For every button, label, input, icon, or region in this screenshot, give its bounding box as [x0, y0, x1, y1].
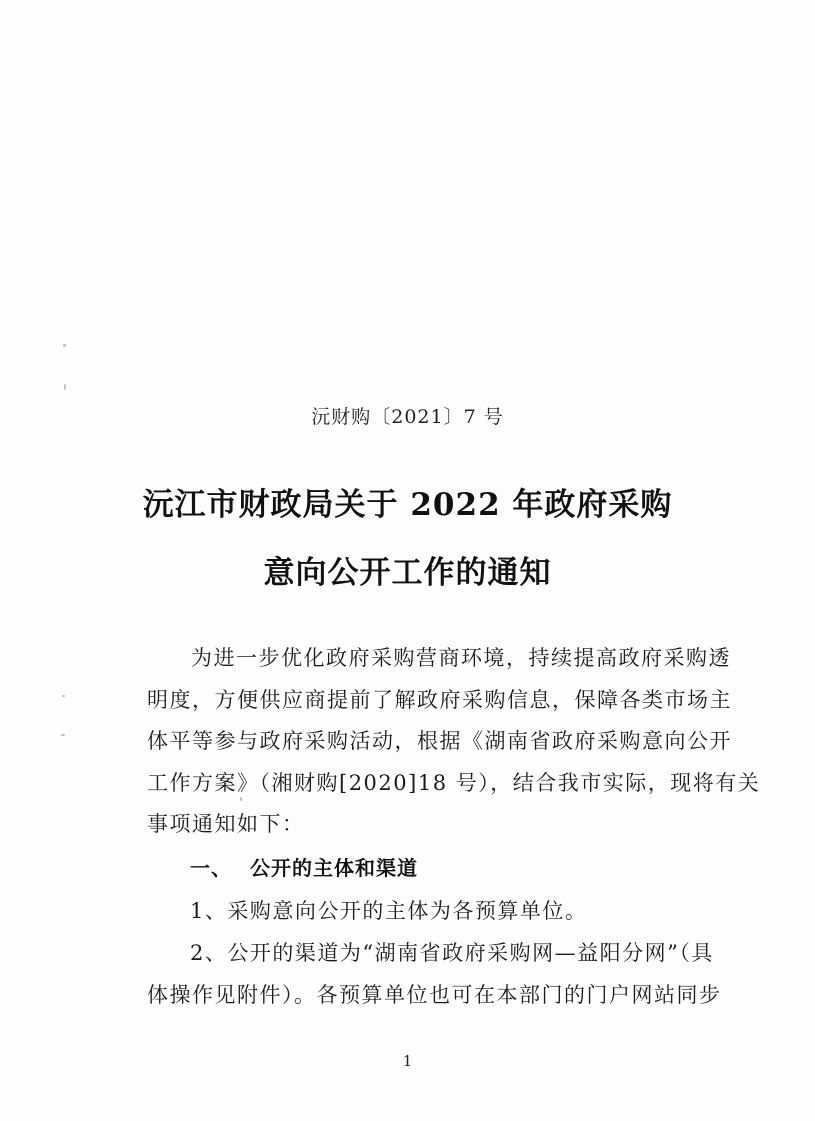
item-1: 1、采购意向公开的主体为各预算单位。 — [190, 899, 588, 923]
scan-speck — [64, 384, 66, 390]
intro-line: 体平等参与政府采购活动，根据《湖南省政府采购意向公开 — [147, 729, 732, 753]
item-2-line-1: 2、公开的渠道为“湖南省政府采购网—益阳分网”（具 — [190, 941, 714, 965]
scan-speck — [62, 695, 65, 697]
intro-line: 事项通知如下： — [147, 812, 305, 836]
scan-speck — [63, 344, 66, 347]
document-title-line-1: 沅江市财政局关于 2022 年政府采购 — [142, 487, 673, 523]
intro-line: 为进一步优化政府采购营商环境，持续提高政府采购透 — [191, 646, 731, 670]
section-number: 一、 — [190, 856, 232, 880]
section-title: 公开的主体和渠道 — [250, 856, 418, 880]
document-number: 沅财购〔2021〕7 号 — [311, 406, 504, 428]
page-number: 1 — [402, 1052, 413, 1070]
item-2-line-2: 体操作见附件）。各预算单位也可在本部门的门户网站同步 — [147, 983, 722, 1007]
intro-line: 明度，方便供应商提前了解政府采购信息，保障各类市场主 — [147, 687, 732, 712]
document-title-line-2: 意向公开工作的通知 — [263, 555, 552, 591]
intro-line: 工作方案》（湘财购[2020]18 号），结合我市实际，现将有关 — [147, 770, 761, 795]
section-heading — [190, 852, 418, 881]
scan-speck — [61, 734, 65, 736]
intro-paragraph — [147, 638, 761, 846]
